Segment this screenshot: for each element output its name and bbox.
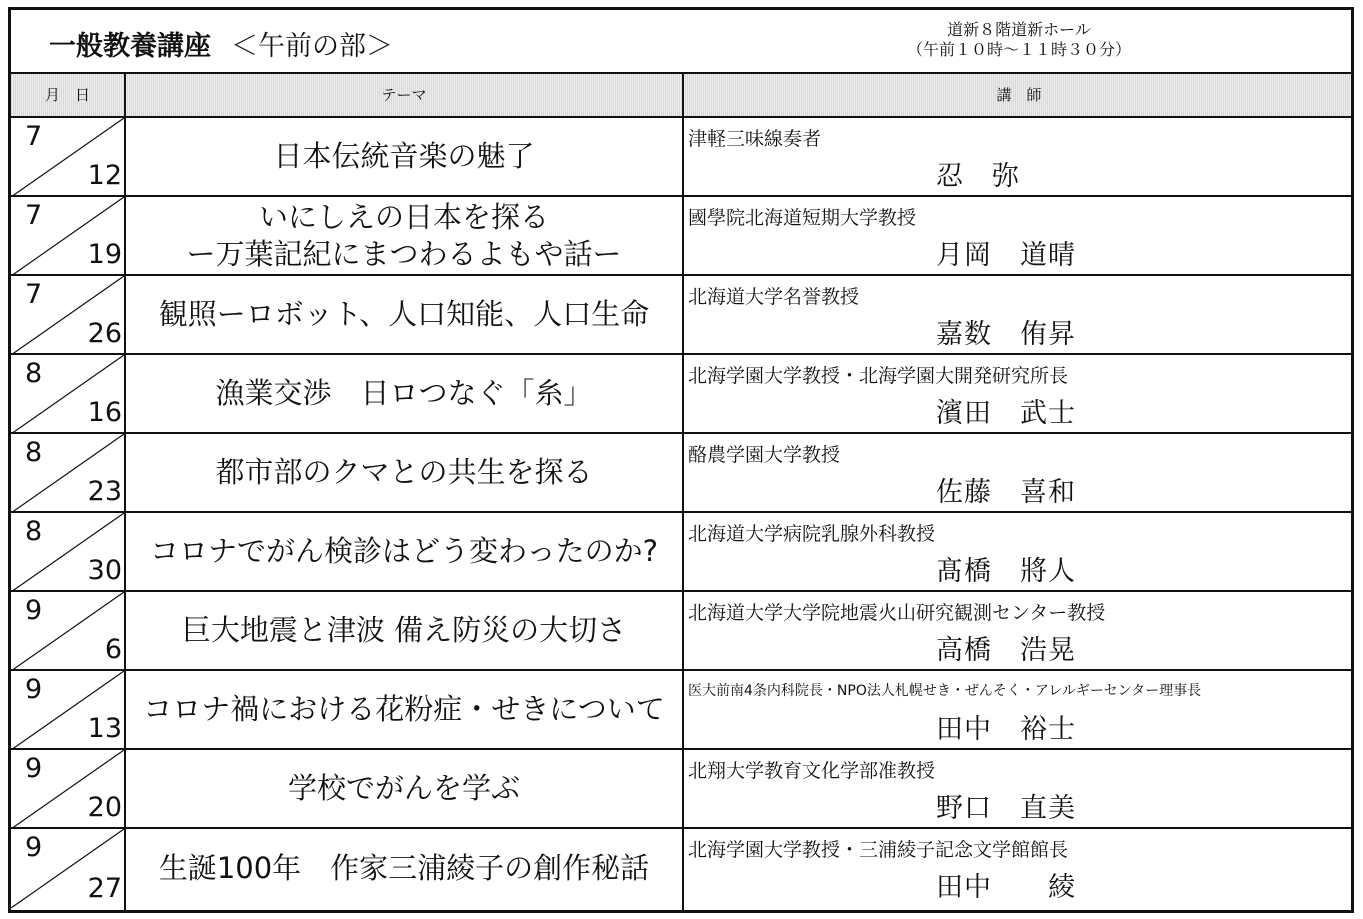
title-row xyxy=(11,10,1351,74)
date-month: 9 xyxy=(25,674,43,705)
lecturer-name: 野口 直美 xyxy=(936,793,1076,824)
lecturer-name: 月岡 道晴 xyxy=(936,240,1076,271)
date-day: 6 xyxy=(104,634,122,665)
venue-info xyxy=(683,20,1355,60)
theme-cell xyxy=(126,197,682,274)
theme-cell xyxy=(126,671,682,748)
table-row xyxy=(11,197,1351,276)
date-month: 8 xyxy=(25,358,43,389)
header-date: 月 日 xyxy=(44,86,90,104)
table-row xyxy=(11,513,1351,592)
theme-text: ー万葉記紀にまつわるよもや話ー xyxy=(186,236,622,271)
lecturer-affiliation: 医大前南4条内科院長・NPO法人札幌せき・ぜんそく・アレルギーセンター理事長 xyxy=(688,683,1202,699)
table-row xyxy=(11,750,1351,829)
lecturer-affiliation: 酪農学園大学教授 xyxy=(688,444,841,466)
date-month: 8 xyxy=(25,437,43,468)
date-cell xyxy=(11,592,124,669)
table-row xyxy=(11,671,1351,750)
date-cell xyxy=(11,197,124,274)
theme-text: 都市部のクマとの共生を探る xyxy=(215,455,593,489)
date-cell xyxy=(11,829,124,908)
lecturer-affiliation: 津軽三味線奏者 xyxy=(688,128,822,150)
theme-cell xyxy=(126,829,682,908)
theme-cell xyxy=(126,118,682,195)
lecturer-name: 忍 弥 xyxy=(936,161,1020,192)
table-row xyxy=(11,434,1351,513)
date-day: 13 xyxy=(87,713,122,744)
date-month: 9 xyxy=(25,832,43,863)
date-day: 20 xyxy=(87,792,122,823)
theme-cell xyxy=(126,750,682,827)
date-month: 9 xyxy=(25,595,43,626)
lecturer-affiliation: 北海道大学大学院地震火山研究観測センター教授 xyxy=(688,602,1106,624)
lecturer-affiliation: 北海学園大学教授・北海学園大開発研究所長 xyxy=(688,365,1069,387)
header-lecturer: 講 師 xyxy=(996,86,1042,104)
lecturer-affiliation: 北海学園大学教授・三浦綾子記念文学館館長 xyxy=(688,839,1069,861)
theme-text: 観照ーロボット、人口知能、人口生命 xyxy=(158,297,650,331)
column-divider-theme xyxy=(682,74,684,910)
lecturer-affiliation: 北海道大学病院乳腺外科教授 xyxy=(688,523,936,545)
theme-cell xyxy=(126,592,682,669)
date-cell xyxy=(11,750,124,827)
theme-text: 巨大地震と津波 備え防災の大切さ xyxy=(181,613,627,647)
date-day: 19 xyxy=(87,239,122,270)
date-day: 30 xyxy=(87,555,122,586)
page-title xyxy=(49,24,393,63)
theme-cell xyxy=(126,355,682,432)
date-month: 9 xyxy=(25,753,43,784)
table-body xyxy=(11,118,1351,910)
theme-cell xyxy=(126,513,682,590)
date-day: 23 xyxy=(87,476,122,507)
table-row xyxy=(11,276,1351,355)
lecturer-affiliation: 北翔大学教育文化学部准教授 xyxy=(688,760,936,782)
table-row xyxy=(11,118,1351,197)
lecturer-affiliation: 北海道大学名誉教授 xyxy=(688,286,860,308)
schedule-table xyxy=(8,7,1354,913)
date-day: 26 xyxy=(87,318,122,349)
venue-time: （午前１０時～１１時３０分） xyxy=(906,40,1131,59)
column-header-row xyxy=(11,74,1351,118)
date-cell xyxy=(11,276,124,353)
lecturer-name: 田中 綾 xyxy=(936,872,1076,903)
lecturer-name: 佐藤 喜和 xyxy=(936,477,1076,508)
date-month: 7 xyxy=(25,200,43,231)
date-month: 8 xyxy=(25,516,43,547)
lecturer-name: 髙橋 將人 xyxy=(936,556,1076,587)
date-month: 7 xyxy=(25,279,43,310)
table-row xyxy=(11,592,1351,671)
table-row xyxy=(11,829,1351,908)
title-text: 一般教養講座 xyxy=(49,31,211,62)
theme-text: 漁業交渉 日ロつなぐ「糸」 xyxy=(215,376,593,410)
theme-text: 生誕100年 作家三浦綾子の創作秘話 xyxy=(158,851,650,885)
date-month: 7 xyxy=(25,121,43,152)
theme-text: 学校でがんを学ぶ xyxy=(287,771,520,805)
date-cell xyxy=(11,434,124,511)
lecturer-name: 濱田 武士 xyxy=(936,398,1076,429)
lecturer-name: 高橋 浩晃 xyxy=(936,635,1076,666)
theme-text: コロナでがん検診はどう変わったのか? xyxy=(149,534,659,568)
header-theme: テーマ xyxy=(381,86,427,104)
date-day: 27 xyxy=(87,873,122,904)
lecturer-affiliation: 國學院北海道短期大学教授 xyxy=(688,207,917,229)
theme-text: 日本伝統音楽の魅了 xyxy=(273,139,535,173)
date-cell xyxy=(11,355,124,432)
date-cell xyxy=(11,118,124,195)
theme-cell xyxy=(126,276,682,353)
theme-text: コロナ禍における花粉症・せきについて xyxy=(143,692,665,726)
theme-cell xyxy=(126,434,682,511)
lecturer-name: 嘉数 侑昇 xyxy=(936,319,1076,350)
date-cell xyxy=(11,513,124,590)
title-subtitle: ＜午前の部＞ xyxy=(231,31,393,62)
date-day: 16 xyxy=(87,397,122,428)
date-cell xyxy=(11,671,124,748)
theme-text: いにしえの日本を探る xyxy=(258,199,549,234)
column-divider-date xyxy=(124,74,126,910)
date-day: 12 xyxy=(87,160,122,191)
lecturer-name: 田中 裕士 xyxy=(936,714,1076,745)
venue-name: 道新８階道新ホール xyxy=(947,20,1091,39)
table-row xyxy=(11,355,1351,434)
